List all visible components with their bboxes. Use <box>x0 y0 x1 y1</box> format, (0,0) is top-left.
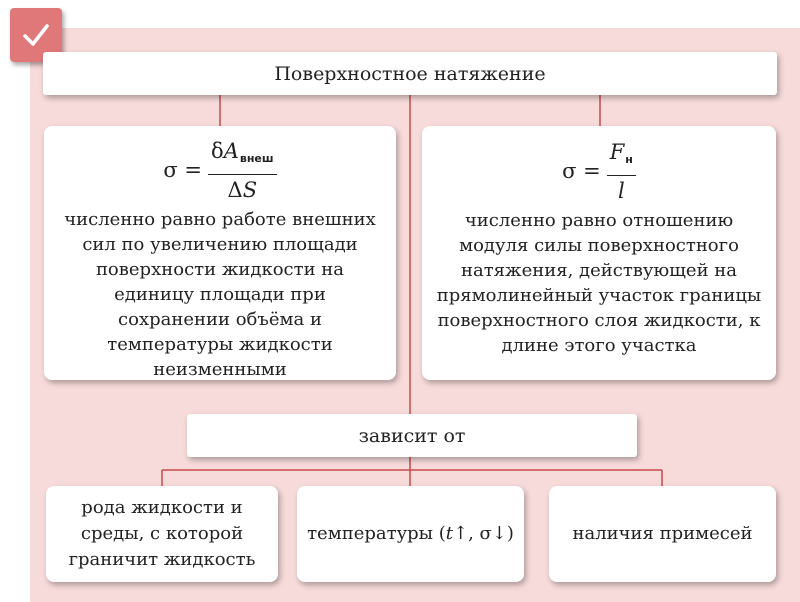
fraction-denominator <box>618 176 625 204</box>
fraction-numerator <box>208 138 277 175</box>
formula-force-per-length <box>562 138 636 204</box>
denominator-variable: S <box>242 178 258 202</box>
fraction <box>607 139 636 204</box>
factor-temperature-suffix: ↑, σ↓) <box>452 523 514 544</box>
fraction-denominator <box>228 175 258 203</box>
formula-lhs: σ = <box>562 158 601 183</box>
depends-on-box: зависит от <box>187 414 637 457</box>
factor-temperature-variable: t <box>445 523 453 544</box>
numerator-variable: F <box>609 139 625 164</box>
denominator-variable: l <box>617 178 625 203</box>
denominator-delta: Δ <box>227 178 243 202</box>
factor-impurities: наличия примесей <box>549 486 776 582</box>
numerator-variable: A <box>223 139 239 163</box>
fraction-numerator <box>607 139 636 176</box>
numerator-delta: δ <box>211 139 224 163</box>
fraction <box>208 138 277 203</box>
factor-liquid-type: рода жидкости и среды, с которой граничит жидкость <box>46 486 278 582</box>
formula-work-per-area <box>163 138 276 203</box>
definition-text-force: численно равно отношению модуля силы поверхностного натяжения, действующей на прямолинейный участок границы поверхностного слоя жидкости, к длине этого участка <box>436 210 762 356</box>
numerator-subscript: внеш <box>239 152 274 165</box>
factor-temperature <box>297 486 524 582</box>
diagram-title: Поверхностное натяжение <box>43 52 777 95</box>
formula-lhs: σ = <box>163 158 203 182</box>
factor-temperature-prefix: температуры ( <box>307 523 446 544</box>
numerator-subscript: н <box>625 152 633 166</box>
definition-text-work: численно равно работе внешних сил по увеличению площади поверхности жидкости на единицу площади при сохранении объёма и температуры жидкости неизменными <box>64 209 376 380</box>
definition-box-work <box>44 126 396 380</box>
definition-box-force <box>422 126 776 380</box>
